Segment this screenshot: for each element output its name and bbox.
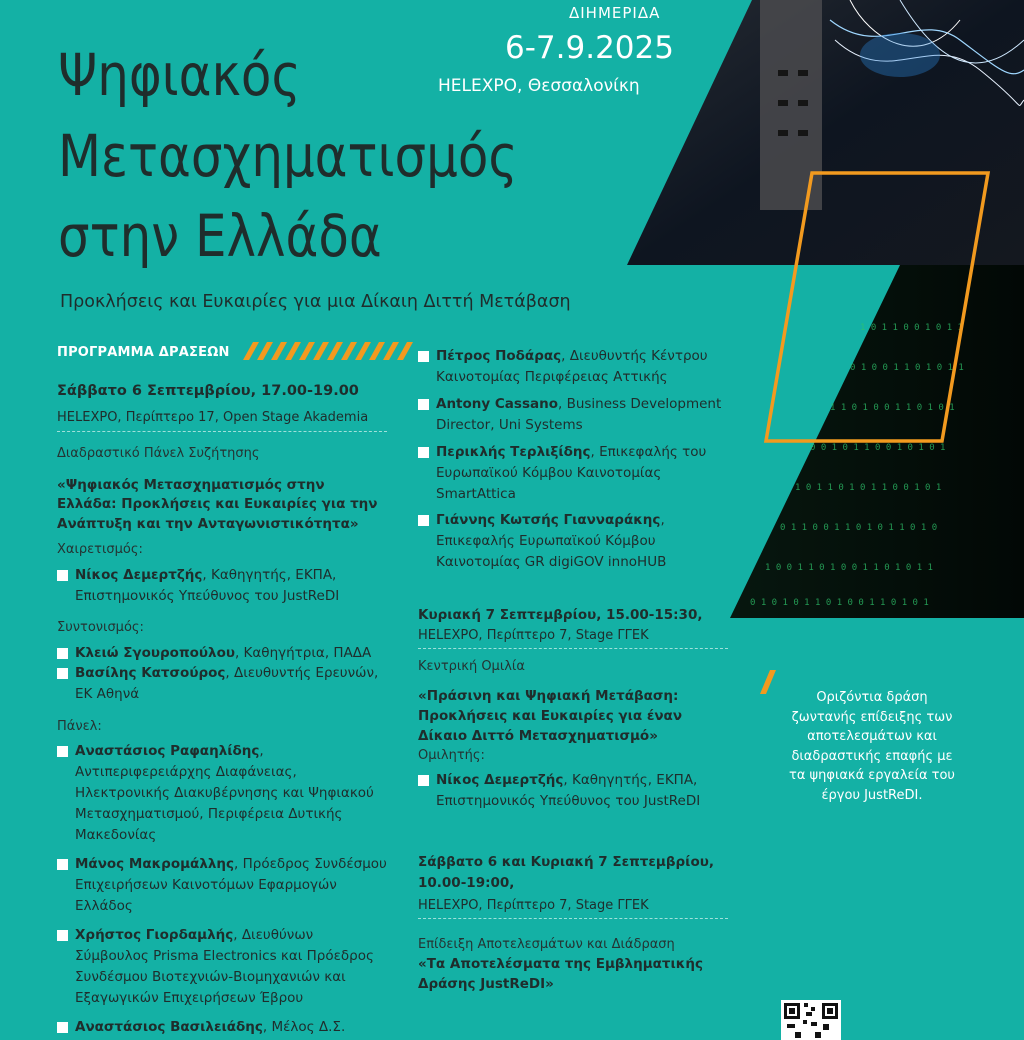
list-item	[57, 741, 387, 846]
day1-date: Σάββατο 6 Σεπτεμβρίου, 17.00-19.00	[57, 383, 359, 399]
list-item	[418, 770, 728, 812]
svg-text:1 0 0 1 1 0 1 0 0 1 1 0 1 0 1: 1 0 0 1 1 0 1 0 0 1 1 0 1 0 1 1	[765, 563, 933, 573]
event-dates: 6-7.9.2025	[505, 30, 674, 66]
bullet-square-icon	[57, 746, 68, 757]
svg-text:1 0 1 1 0 0 1 0 1 1: 1 0 1 1 0 0 1 0 1 1	[860, 323, 963, 333]
list-item	[57, 565, 387, 607]
person-role: , Business Development Director, Uni Systems	[436, 395, 722, 433]
list-item	[418, 442, 728, 505]
event-type-label: ΔΙΗΜΕΡΙΔΑ	[569, 4, 661, 22]
qr-code	[781, 1000, 841, 1040]
list-item	[57, 1017, 387, 1038]
person-name: Νίκος Δεμερτζής	[75, 566, 203, 583]
event-venue: HELEXPO, Θεσσαλονίκη	[438, 76, 640, 96]
person-role: , Μέλος Δ.Σ.	[262, 1018, 346, 1035]
person-role: , Επικεφαλής Ευρωπαϊκού Κόμβου Καινοτομίας GR digiGOV innoHUB	[436, 512, 667, 571]
list-item	[57, 854, 387, 917]
person-role: , Πρόεδρος Συνδέσμου Επιχειρήσεων Καινοτόμων Εφαρμογών Ελλάδος	[75, 856, 387, 914]
both-days-format: Επίδειξη Αποτελεσμάτων και Διάδραση	[418, 937, 675, 953]
person-name: Μάνος Μακρομάλλης	[75, 856, 235, 873]
svg-text:0 1 0 0 1 1 0 1 0 1 1: 0 1 0 0 1 1 0 1 0 1 1	[850, 363, 964, 373]
svg-text:0 1 1 0 0 1 1 0 1 0 1 1 0 1 0: 0 1 1 0 0 1 1 0 1 0 1 1 0 1 0	[780, 523, 938, 533]
program-heading: ΠΡΟΓΡΑΜΜΑ ΔΡΑΣΕΩΝ	[57, 345, 230, 360]
person-name: Αναστάσιος Βασιλειάδης	[75, 1018, 263, 1035]
both-days-location: HELEXPO, Περίπτερο 7, Stage ΓΓΕΚ	[418, 896, 728, 919]
person-name: Γιάννης Κωτσής Γιανναράκης	[436, 512, 661, 529]
person-name: Χρήστος Γιορδαμλής	[75, 926, 234, 943]
both-days-date: Σάββατο 6 και Κυριακή 7 Σεπτεμβρίου, 10.00-19:00,	[418, 854, 714, 892]
title-line-2: Μετασχηματισμός	[58, 122, 518, 190]
person-name: Νίκος Δεμερτζής	[436, 772, 564, 789]
title-line-3: στην Ελλάδα	[58, 202, 382, 270]
list-item	[418, 510, 728, 573]
person-name: Κλειώ Σγουροπούλου	[75, 644, 235, 661]
bullet-square-icon	[418, 775, 429, 786]
person-role: , Διευθυντής Ερευνών, ΕΚ Αθηνά	[75, 665, 379, 703]
svg-text:0 0 1 0 1 1 0 0 1 0 1 0 1: 0 0 1 0 1 1 0 0 1 0 1 0 1	[810, 443, 946, 453]
moderation-label: Συντονισμός:	[57, 620, 144, 636]
bullet-square-icon	[418, 447, 429, 458]
list-item	[57, 663, 387, 705]
both-days-title: «Τα Αποτελέσματα της Εμβληματικής Δράσης JustReDI»	[418, 956, 703, 992]
person-role: , Καθηγητής, ΕΚΠΑ, Επιστημονικός Υπεύθυνος του JustReDI	[436, 772, 701, 810]
bullet-square-icon	[57, 570, 68, 581]
subtitle: Προκλήσεις και Ευκαιρίες για μια Δίκαιη Διττή Μετάβαση	[60, 292, 571, 312]
day1-section	[57, 380, 387, 1037]
svg-text:1 1 0 1 0 0 1 1 0 1 0 1: 1 1 0 1 0 0 1 1 0 1 0 1	[830, 403, 955, 413]
panel-label: Πάνελ:	[57, 719, 102, 735]
day1-panel-title: «Ψηφιακός Μετασχηματισμός στην Ελλάδα: Προκλήσεις και Ευκαιρίες για την Ανάπτυξη και την Ανταγωνιστικότητα»	[57, 476, 378, 532]
person-role: , Καθηγητής, ΕΚΠΑ, Επιστημονικός Υπεύθυνος του JustReDI	[75, 566, 340, 604]
list-item	[418, 346, 728, 388]
bullet-square-icon	[57, 1022, 68, 1033]
list-item	[57, 643, 387, 664]
svg-text:1 0 1 1 0 1 0 1 1 0 0 1 0 1: 1 0 1 1 0 1 0 1 1 0 0 1 0 1	[795, 483, 942, 493]
person-name: Αναστάσιος Ραφαηλίδης	[75, 743, 260, 760]
day2-format: Κεντρική Ομιλία	[418, 659, 525, 675]
title-line-1: Ψηφιακός	[58, 41, 301, 109]
day1-location: HELEXPO, Περίπτερο 17, Open Stage Akademia	[57, 408, 387, 431]
stripe-decoration	[233, 342, 413, 360]
person-role: , Επικεφαλής του Ευρωπαϊκού Κόμβου Καινοτομίας SmartAttica	[436, 443, 707, 502]
bullet-square-icon	[57, 648, 68, 659]
day2-date: Κυριακή 7 Σεπτεμβρίου, 15.00-15:30,	[418, 607, 703, 624]
middle-column	[418, 346, 728, 994]
bullet-square-icon	[57, 930, 68, 941]
server-photo	[627, 0, 1024, 265]
bullet-square-icon	[418, 399, 429, 410]
person-role: , Αντιπεριφερειάρχης Διαφάνειας, Ηλεκτρονικής Διακυβέρνησης και Ψηφιακού Μετασχηματισμού, Περιφέρεια Δυτικής Μακεδονίας	[75, 743, 374, 844]
person-name: Πέτρος Ποδάρας	[436, 348, 562, 364]
welcome-label: Χαιρετισμός:	[57, 542, 143, 558]
day1-format: Διαδραστικό Πάνελ Συζήτησης	[57, 445, 260, 461]
speaker-label: Ομιλητής:	[418, 748, 485, 764]
svg-text:0 1 0 1 0 1 1 0 1 0 0 1 1 0 1: 0 1 0 1 0 1 1 0 1 0 0 1 1 0 1 0 1	[750, 598, 929, 608]
list-item	[57, 925, 387, 1009]
person-name: Βασίλης Κατσούρος	[75, 665, 226, 682]
bullet-square-icon	[57, 859, 68, 870]
person-role: , Διευθυντής Κέντρου Καινοτομίας Περιφέρειας Αττικής	[436, 348, 708, 385]
person-name: Περικλής Τερλιξίδης	[436, 443, 591, 460]
bullet-square-icon	[57, 668, 68, 679]
person-role: , Διευθύνων Σύμβουλος Prisma Electronics και Πρόεδρος Συνδέσμου Βιοτεχνιών-Βιομηχανιών και Εξαγωγικών Επιχειρήσεων Έβρου	[75, 926, 374, 1006]
accent-slash-icon	[760, 670, 776, 698]
person-name: Antony Cassano	[436, 395, 558, 412]
bullet-square-icon	[418, 515, 429, 526]
side-note: Οριζόντια δράση ζωντανής επίδειξης των αποτελεσμάτων και διαδραστικής επαφής με τα ψηφιακά εργαλεία του έργου JustReDI.	[789, 690, 955, 803]
bullet-square-icon	[418, 351, 429, 362]
list-item	[418, 394, 728, 436]
person-role: , Καθηγήτρια, ΠΑΔΑ	[234, 644, 372, 661]
day2-location: HELEXPO, Περίπτερο 7, Stage ΓΓΕΚ	[418, 626, 728, 649]
day2-talk-title: «Πράσινη και Ψηφιακή Μετάβαση: Προκλήσεις και Ευκαιρίες για έναν Δίκαιο Διττό Μετασχηματισμό»	[418, 688, 683, 744]
